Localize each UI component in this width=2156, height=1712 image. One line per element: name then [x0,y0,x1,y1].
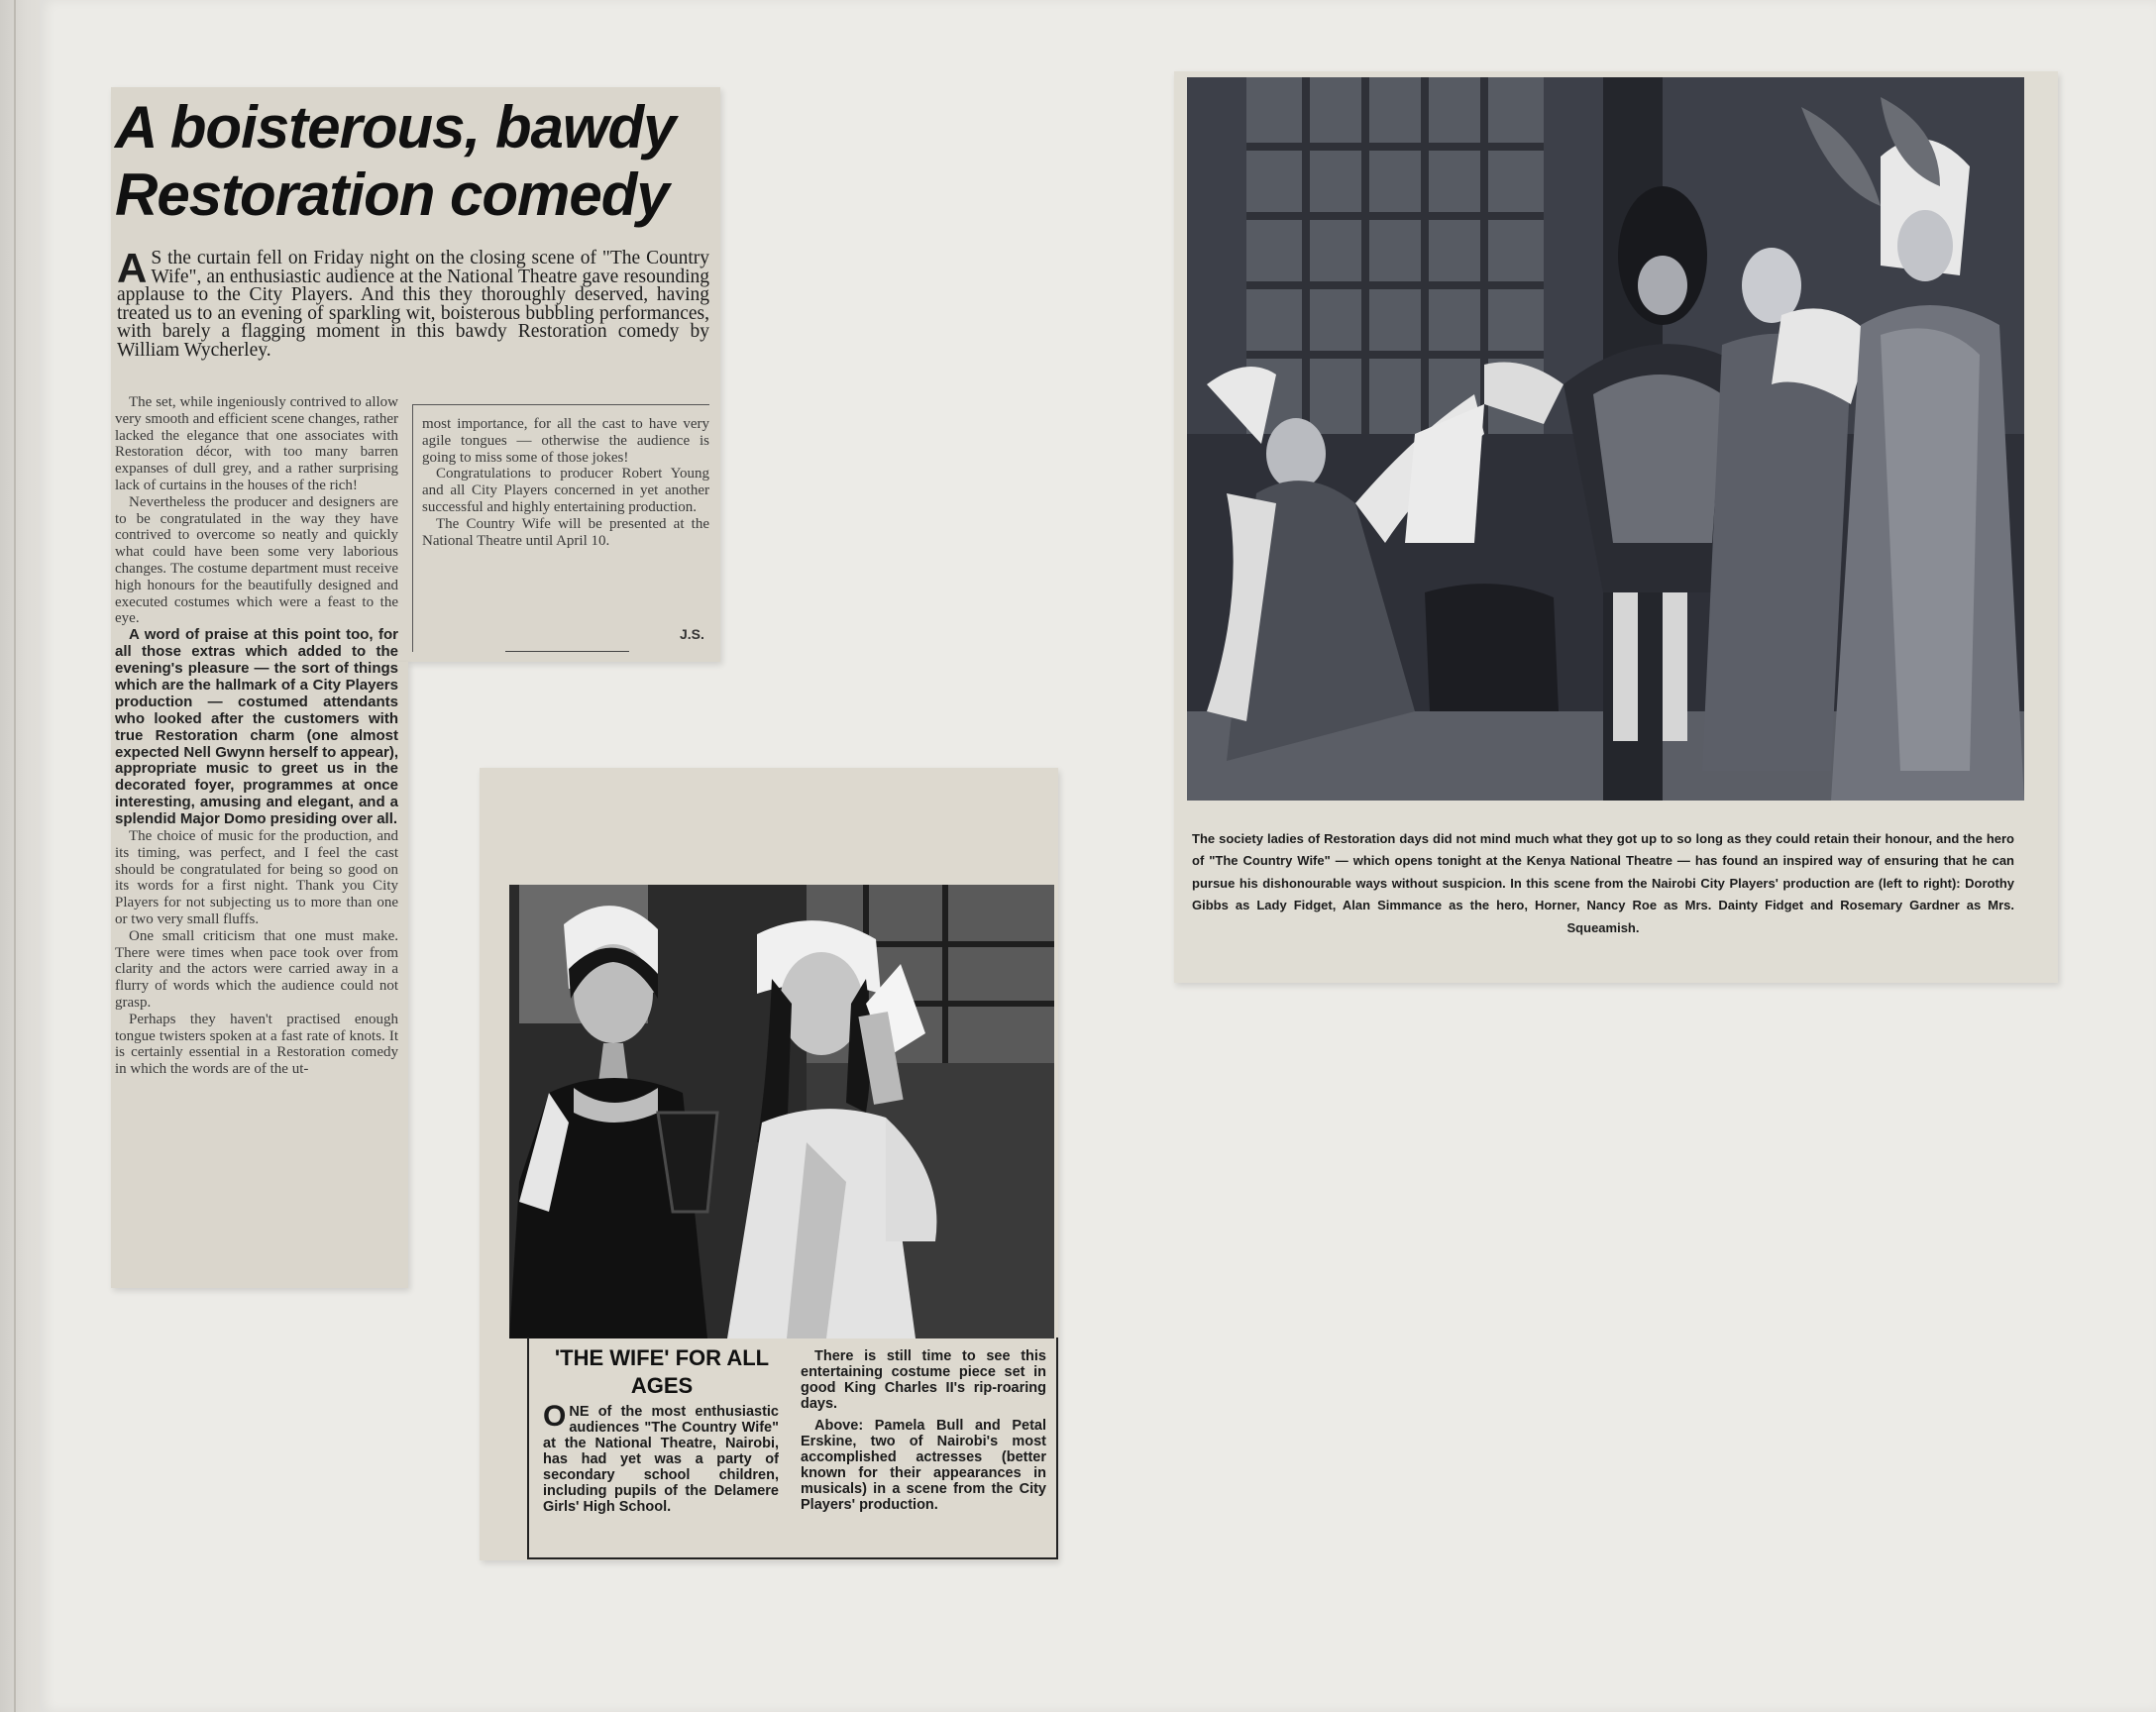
body-paragraph [543,1400,779,1515]
body-paragraph: There is still time to see this entertaining costume piece set in good King Charles II's rip-roaring days. [801,1348,1046,1412]
author-initials: J.S. [680,626,704,642]
photo-stage-scene-image [1187,77,2024,801]
article-column-left [543,1400,779,1521]
body-paragraph: The Country Wife will be presented at the National Theatre until April 10. [422,515,709,549]
article-column-left [115,394,398,1078]
drop-cap: O [543,1400,567,1433]
photo-caption: The society ladies of Restoration days did not mind much what they got up to so long as they could retain their honour, and the hero of "The Country Wife" — which opens tonight at the Kenya National Theatre — has found an inspired way of ensuring that he can pursue his dishonourable ways without suspicion. In this scene from the Nairobi City Players' production are (left to right): Dorothy Gibbs as Lady Fidget, Alan Simmance as the hero, Horner, Nancy Roe as Mrs. Dainty Fidget and Rosemary Gardner as Mrs. Squeamish. [1192,831,2014,935]
article-column-right [422,416,709,549]
article-column-right [801,1348,1046,1519]
photo-stage-scene [1187,77,2024,801]
lead-drop-cap: A [117,245,148,291]
body-paragraph: The set, while ingeniously contrived to allow very smooth and efficient scene changes, rather lacked the elegance that one associates with Restoration décor, with too many barren expanses of dull grey, and a rather surprising lack of curtains in the houses of the rich! [115,394,398,493]
article-lead-paragraph [117,245,709,361]
body-paragraph: Nevertheless the producer and designers are to be congratulated in the way they have contrived to overcome so neatly and quickly what could have been some very laborious changes. The costume department must receive high honours for the beautifully designed and executed costumes which were a feast to the eye. [115,493,398,627]
photo-two-actresses-image [509,885,1054,1338]
body-paragraph: One small criticism that one must make. There were times when pace took over from clarity and the actors were carried away in a flurry of words which the audience could not grasp. [115,927,398,1011]
lead-text: S the curtain fell on Friday night on the closing scene of "The Country Wife", an enthusiastic audience at the National Theatre gave resounding applause to the City Players. And this they thoroughly deserved, having treated us to an evening of sparkling wit, boisterous bubbling performances, with barely a flagging moment in this bawdy Restoration comedy by William Wycherley. [117,248,709,361]
body-paragraph: Congratulations to producer Robert Young and all City Players concerned in yet another successful and highly entertaining production. [422,466,709,515]
end-rule [505,651,629,652]
body-paragraph: The choice of music for the production, and its timing, was perfect, and I feel the cast should be congratulated for being so good on its words for a first night. Thank you City Players for not subjecting us to more than one or two very small fluffs. [115,828,398,928]
body-paragraph: most importance, for all the cast to have very agile tongues — otherwise the audience is going to miss some of those jokes! [422,416,709,466]
headline-line-2: Restoration comedy [115,161,669,228]
headline-line-1: A boisterous, bawdy [115,94,676,160]
paragraph-text: NE of the most enthusiastic audiences "The Country Wife" at the National Theatre, Nairobi, has had yet was a party of secondary school children, including pupils of the Delamere Girls' High School. [543,1404,779,1515]
column-rule-vertical [412,404,413,652]
photo-caption: Above: Pamela Bull and Petal Erskine, two of Nairobi's most accomplished actresses (better known for their appearances in musicals) in a scene from the City Players' production. [801,1418,1046,1513]
body-paragraph-bold: A word of praise at this point too, for all those extras which added to the evening's pleasure — the sort of things which are the hallmark of a City Players production — costumed attendants who looked after the customers with true Restoration charm (one almost expected Nell Gwynn herself to appear), appropriate music to greet us in the decorated foyer, programmes at once interesting, amusing and elegant, and a splendid Major Domo presiding over all. [115,626,398,828]
article-headline [115,94,719,229]
photo-two-actresses [509,885,1054,1338]
article-title: 'THE WIFE' FOR ALL AGES [554,1345,770,1398]
column-rule-horizontal [412,404,709,405]
body-paragraph: Perhaps they haven't practised enough tongue twisters spoken at a fast rate of knots. It is certainly essential in a Restoration comedy in which the words are of the ut- [115,1011,398,1078]
